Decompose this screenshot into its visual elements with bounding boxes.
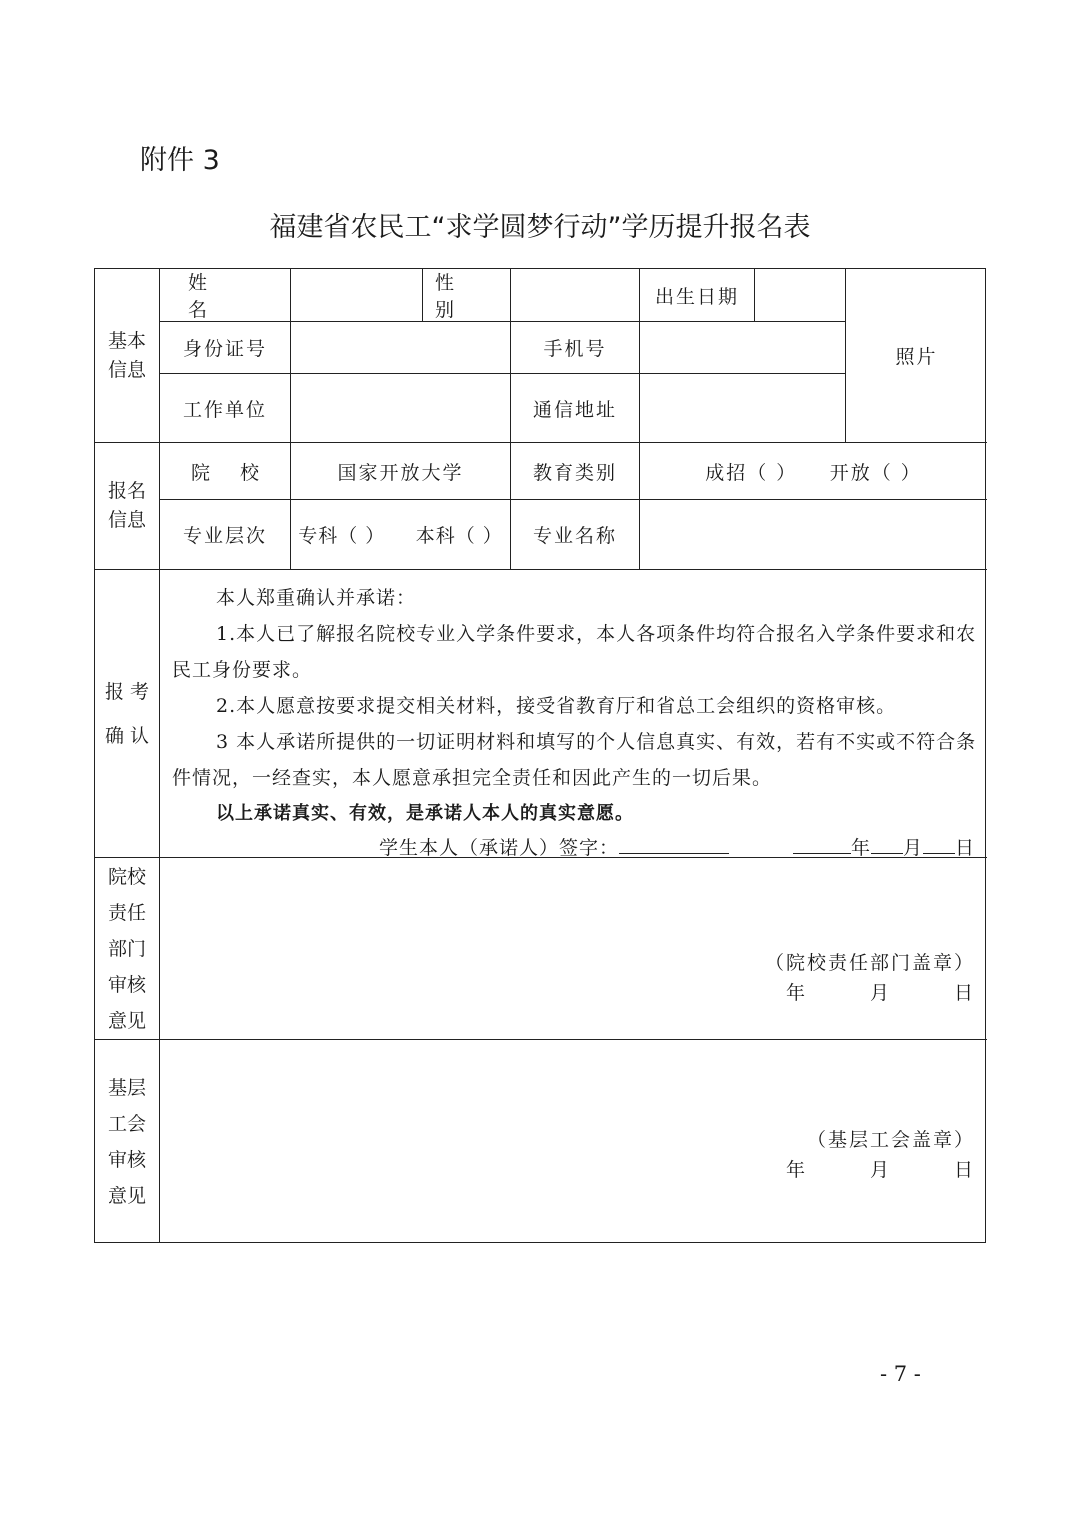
major-label: 专业名称 <box>511 500 640 570</box>
level-options[interactable]: 专科（ ） 本科（ ） <box>291 500 511 570</box>
id-label: 身份证号 <box>160 322 291 374</box>
major-field[interactable] <box>640 500 987 570</box>
union-review-line3: 审核 <box>107 1148 146 1171</box>
promise-item-2: 2.本人愿意按要求提交相关材料，接受省教育厅和省总工会组织的资格审核。 <box>216 695 897 717</box>
phone-field[interactable] <box>640 322 846 374</box>
phone-label: 手机号 <box>511 322 640 374</box>
section-confirm-line2: 确 认 <box>104 724 150 747</box>
section-basic-line1: 基本 <box>107 329 146 352</box>
name-label <box>160 269 291 322</box>
school-stamp-label: （院校责任部门盖章） <box>764 952 975 974</box>
promise-intro: 本人郑重确认并承诺： <box>216 587 417 609</box>
school-review-date: 年 月 日 <box>785 982 975 1004</box>
school-review-line1: 院校 <box>107 865 146 888</box>
school-label-text: 院 校 <box>190 461 272 484</box>
section-enroll-info <box>95 443 160 570</box>
gender-field[interactable] <box>511 269 640 322</box>
signature-label: 学生本人（承诺人）签字： <box>378 837 619 859</box>
photo-box[interactable]: 照片 <box>846 269 987 443</box>
union-review-date: 年 月 日 <box>785 1159 975 1181</box>
year-blank[interactable] <box>793 835 851 854</box>
work-label: 工作单位 <box>160 374 291 443</box>
union-review-line4: 意见 <box>107 1184 146 1207</box>
section-confirm <box>95 570 160 858</box>
school-review-field[interactable] <box>160 858 987 1040</box>
name-label-text: 姓 名 <box>188 272 236 321</box>
union-stamp-label: （基层工会盖章） <box>806 1129 975 1151</box>
work-field[interactable] <box>291 374 511 443</box>
school-review-line4: 审核 <box>107 973 146 996</box>
attachment-label: 附件 3 <box>140 145 220 176</box>
name-field[interactable] <box>291 269 423 322</box>
birth-label: 出生日期 <box>640 269 755 322</box>
school-value: 国家开放大学 <box>291 443 511 500</box>
promise-block <box>160 570 987 858</box>
section-enroll-line2: 信息 <box>107 509 146 531</box>
school-label <box>160 443 291 500</box>
section-union-review <box>95 1040 160 1243</box>
promise-bold-statement: 以上承诺真实、有效，是承诺人本人的真实意愿。 <box>216 803 634 824</box>
birth-field[interactable] <box>755 269 846 322</box>
union-review-field[interactable] <box>160 1040 987 1243</box>
address-field[interactable] <box>640 374 846 443</box>
signature-blank[interactable] <box>619 835 729 854</box>
union-review-line2: 工会 <box>107 1112 146 1135</box>
gender-label <box>423 269 511 322</box>
union-review-line1: 基层 <box>107 1076 146 1099</box>
address-label: 通信地址 <box>511 374 640 443</box>
section-basic-line2: 信息 <box>107 358 146 381</box>
edu-type-options[interactable]: 成招（ ） 开放（ ） <box>640 443 987 500</box>
day-label: 日 <box>954 837 975 859</box>
month-blank[interactable] <box>871 835 903 854</box>
level-label: 专业层次 <box>160 500 291 570</box>
section-basic-info <box>95 269 160 443</box>
promise-item-3: 3 本人承诺所提供的一切证明材料和填写的个人信息真实、有效，若有不实或不符合条件情况，一经查实，本人愿意承担完全责任和因此产生的一切后果。 <box>172 731 977 789</box>
form-title: 福建省农民工“求学圆梦行动”学历提升报名表 <box>269 212 811 243</box>
promise-item-1: 1.本人已了解报名院校专业入学条件要求，本人各项条件均符合报名入学条件要求和农民工身份要求。 <box>172 623 977 681</box>
school-review-line5: 意见 <box>107 1009 146 1032</box>
gender-label-text: 性 别 <box>435 272 467 321</box>
school-review-line3: 部门 <box>107 937 146 960</box>
section-school-review <box>95 858 160 1040</box>
year-label: 年 <box>850 837 871 859</box>
id-field[interactable] <box>291 322 511 374</box>
section-enroll-line1: 报名 <box>107 480 146 502</box>
section-confirm-line1: 报 考 <box>104 680 150 703</box>
edu-type-label: 教育类别 <box>511 443 640 500</box>
month-label: 月 <box>902 837 923 859</box>
school-review-line2: 责任 <box>107 901 146 924</box>
page-number: - 7 - <box>880 1362 921 1386</box>
registration-form-table <box>94 268 986 1243</box>
day-blank[interactable] <box>923 835 955 854</box>
